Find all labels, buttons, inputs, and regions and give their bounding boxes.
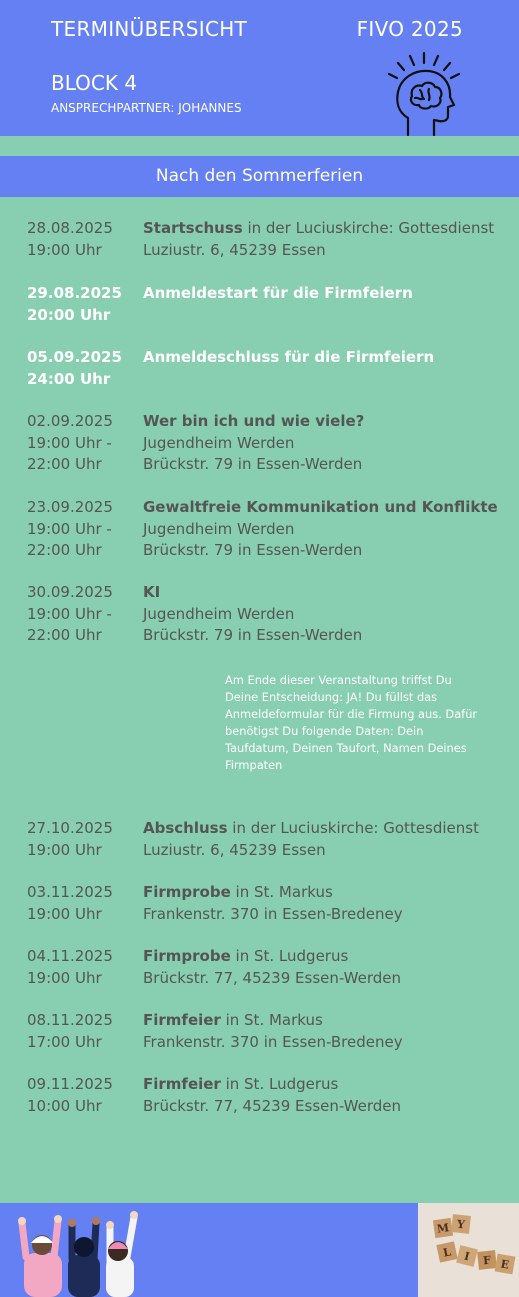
event-title-suffix: in St. Ludgerus	[220, 1075, 339, 1093]
event-info	[143, 582, 503, 647]
event-time-line: 19:00 Uhr	[27, 904, 102, 923]
event-info	[143, 283, 503, 305]
event-time-line: 19:00 Uhr	[27, 968, 102, 987]
event-detail: Jugendheim Werden	[143, 604, 295, 623]
event-date-line: 30.09.2025	[27, 583, 113, 601]
header	[0, 0, 519, 136]
block-letter: M	[436, 1221, 451, 1236]
event-title: Anmeldestart für die Firmfeiern	[143, 284, 413, 302]
event-date-line: 28.08.2025	[27, 219, 113, 237]
event-detail: Brückstr. 79 in Essen-Werden	[143, 541, 363, 559]
event-detail: Frankenstr. 370 in Essen-Bredeney	[143, 1032, 403, 1051]
event-info	[143, 818, 503, 861]
event-date-line: 23.09.2025	[27, 498, 113, 516]
my-life-blocks-photo	[418, 1203, 519, 1297]
event-title-line	[143, 411, 503, 433]
event-date	[27, 497, 139, 562]
head-brain-icon	[384, 52, 464, 136]
event-date-line: 27.10.2025	[27, 819, 113, 837]
event-title-suffix: in St. Markus	[230, 883, 333, 901]
event-time-line: 19:00 Uhr -	[27, 604, 112, 623]
event-title-line	[143, 1074, 503, 1096]
event-title: Wer bin ich und wie viele?	[143, 412, 365, 430]
event-date	[27, 411, 139, 476]
page-title: TERMINÜBERSICHT	[51, 17, 248, 41]
event-time-line: 19:00 Uhr -	[27, 519, 112, 538]
celebrating-people-illustration	[14, 1207, 140, 1297]
event-date-line: 04.11.2025	[27, 947, 113, 965]
event-time-line: 19:00 Uhr -	[27, 433, 112, 452]
event-info	[143, 1074, 503, 1117]
event-info	[143, 411, 503, 476]
contact-person: ANSPRECHPARTNER: JOHANNES	[51, 101, 242, 115]
section-banner: Nach den Sommerferien	[0, 156, 519, 197]
event-date-line: 03.11.2025	[27, 883, 113, 901]
event-date	[27, 1074, 139, 1117]
event-detail: Luziustr. 6, 45239 Essen	[143, 240, 326, 259]
event-title: Firmfeier	[143, 1011, 221, 1029]
event-detail: Jugendheim Werden	[143, 519, 295, 538]
event-time-line: 17:00 Uhr	[27, 1032, 102, 1051]
event-detail: Jugendheim Werden	[143, 433, 295, 452]
event-time-line: 22:00 Uhr	[27, 541, 102, 559]
block-letter: F	[482, 1253, 492, 1268]
event-time-line: 19:00 Uhr	[27, 840, 102, 859]
event-detail: Luziustr. 6, 45239 Essen	[143, 840, 326, 859]
event-info	[143, 497, 503, 562]
event-title-suffix: in der Luciuskirche: Gottesdienst	[242, 219, 495, 237]
event-date-line: 08.11.2025	[27, 1011, 113, 1029]
event-date-line: 29.08.2025	[27, 284, 122, 302]
event-title: Firmfeier	[143, 1075, 221, 1093]
event-info	[143, 882, 503, 925]
block-label: BLOCK 4	[51, 71, 138, 95]
event-date	[27, 946, 139, 989]
event-date	[27, 218, 139, 261]
event-info	[143, 946, 503, 989]
block-letter: Y	[456, 1217, 466, 1232]
event-title: Firmprobe	[143, 883, 231, 901]
event-detail: Brückstr. 79 in Essen-Werden	[143, 455, 363, 473]
event-title-line	[143, 882, 503, 904]
event-title-line	[143, 497, 503, 519]
event-title-suffix: in St. Markus	[220, 1011, 323, 1029]
event-detail: Frankenstr. 370 in Essen-Bredeney	[143, 904, 403, 923]
event-title: KI	[143, 583, 161, 601]
year-label: FIVO 2025	[356, 17, 463, 41]
event-date-line: 05.09.2025	[27, 348, 122, 366]
event-date-line: 09.11.2025	[27, 1075, 113, 1093]
event-date-line: 02.09.2025	[27, 412, 113, 430]
block-letter: I	[462, 1249, 471, 1264]
event-detail: Brückstr. 77, 45239 Essen-Werden	[143, 1096, 402, 1115]
event-date	[27, 818, 139, 861]
event-detail: Brückstr. 79 in Essen-Werden	[143, 626, 363, 644]
event-date	[27, 882, 139, 925]
event-title: Gewaltfreie Kommunikation und Konflikte	[143, 498, 498, 516]
event-title: Firmprobe	[143, 947, 231, 965]
event-time-line: 19:00 Uhr	[27, 240, 102, 259]
event-title-line	[143, 1010, 503, 1032]
event-detail: Brückstr. 77, 45239 Essen-Werden	[143, 968, 402, 987]
event-info	[143, 1010, 503, 1053]
event-date	[27, 283, 139, 326]
event-date	[27, 1010, 139, 1053]
block-letter: E	[499, 1257, 511, 1272]
event-title-line	[143, 946, 503, 968]
event-title-line	[143, 218, 503, 240]
event-title-suffix: in der Luciuskirche: Gottesdienst	[227, 819, 479, 837]
event-date	[27, 582, 139, 647]
event-info	[143, 347, 503, 369]
event-title: Anmeldeschluss für die Firmfeiern	[143, 348, 435, 366]
event-title: Startschuss	[143, 219, 243, 237]
event-title-line	[143, 818, 503, 840]
event-title: Abschluss	[143, 819, 228, 837]
block-letter: L	[441, 1245, 453, 1260]
event-time-line: 24:00 Uhr	[27, 369, 111, 388]
event-date	[27, 347, 139, 390]
event-time-line: 20:00 Uhr	[27, 305, 111, 324]
event-time-line: 22:00 Uhr	[27, 626, 102, 644]
decision-note: Am Ende dieser Veranstaltung triffst Du Deine Entscheidung: JA! Du füllst das Anmeldeformular für die Firmung aus. Dafür benötigst Du folgende Daten: Dein Taufdatum, Deinen Taufort, Namen Deines Firmpaten	[225, 673, 478, 772]
event-title-suffix: in St. Ludgerus	[230, 947, 349, 965]
event-time-line: 10:00 Uhr	[27, 1096, 102, 1115]
event-time-line: 22:00 Uhr	[27, 455, 102, 473]
event-info	[143, 218, 503, 261]
event-title-line	[143, 582, 503, 604]
